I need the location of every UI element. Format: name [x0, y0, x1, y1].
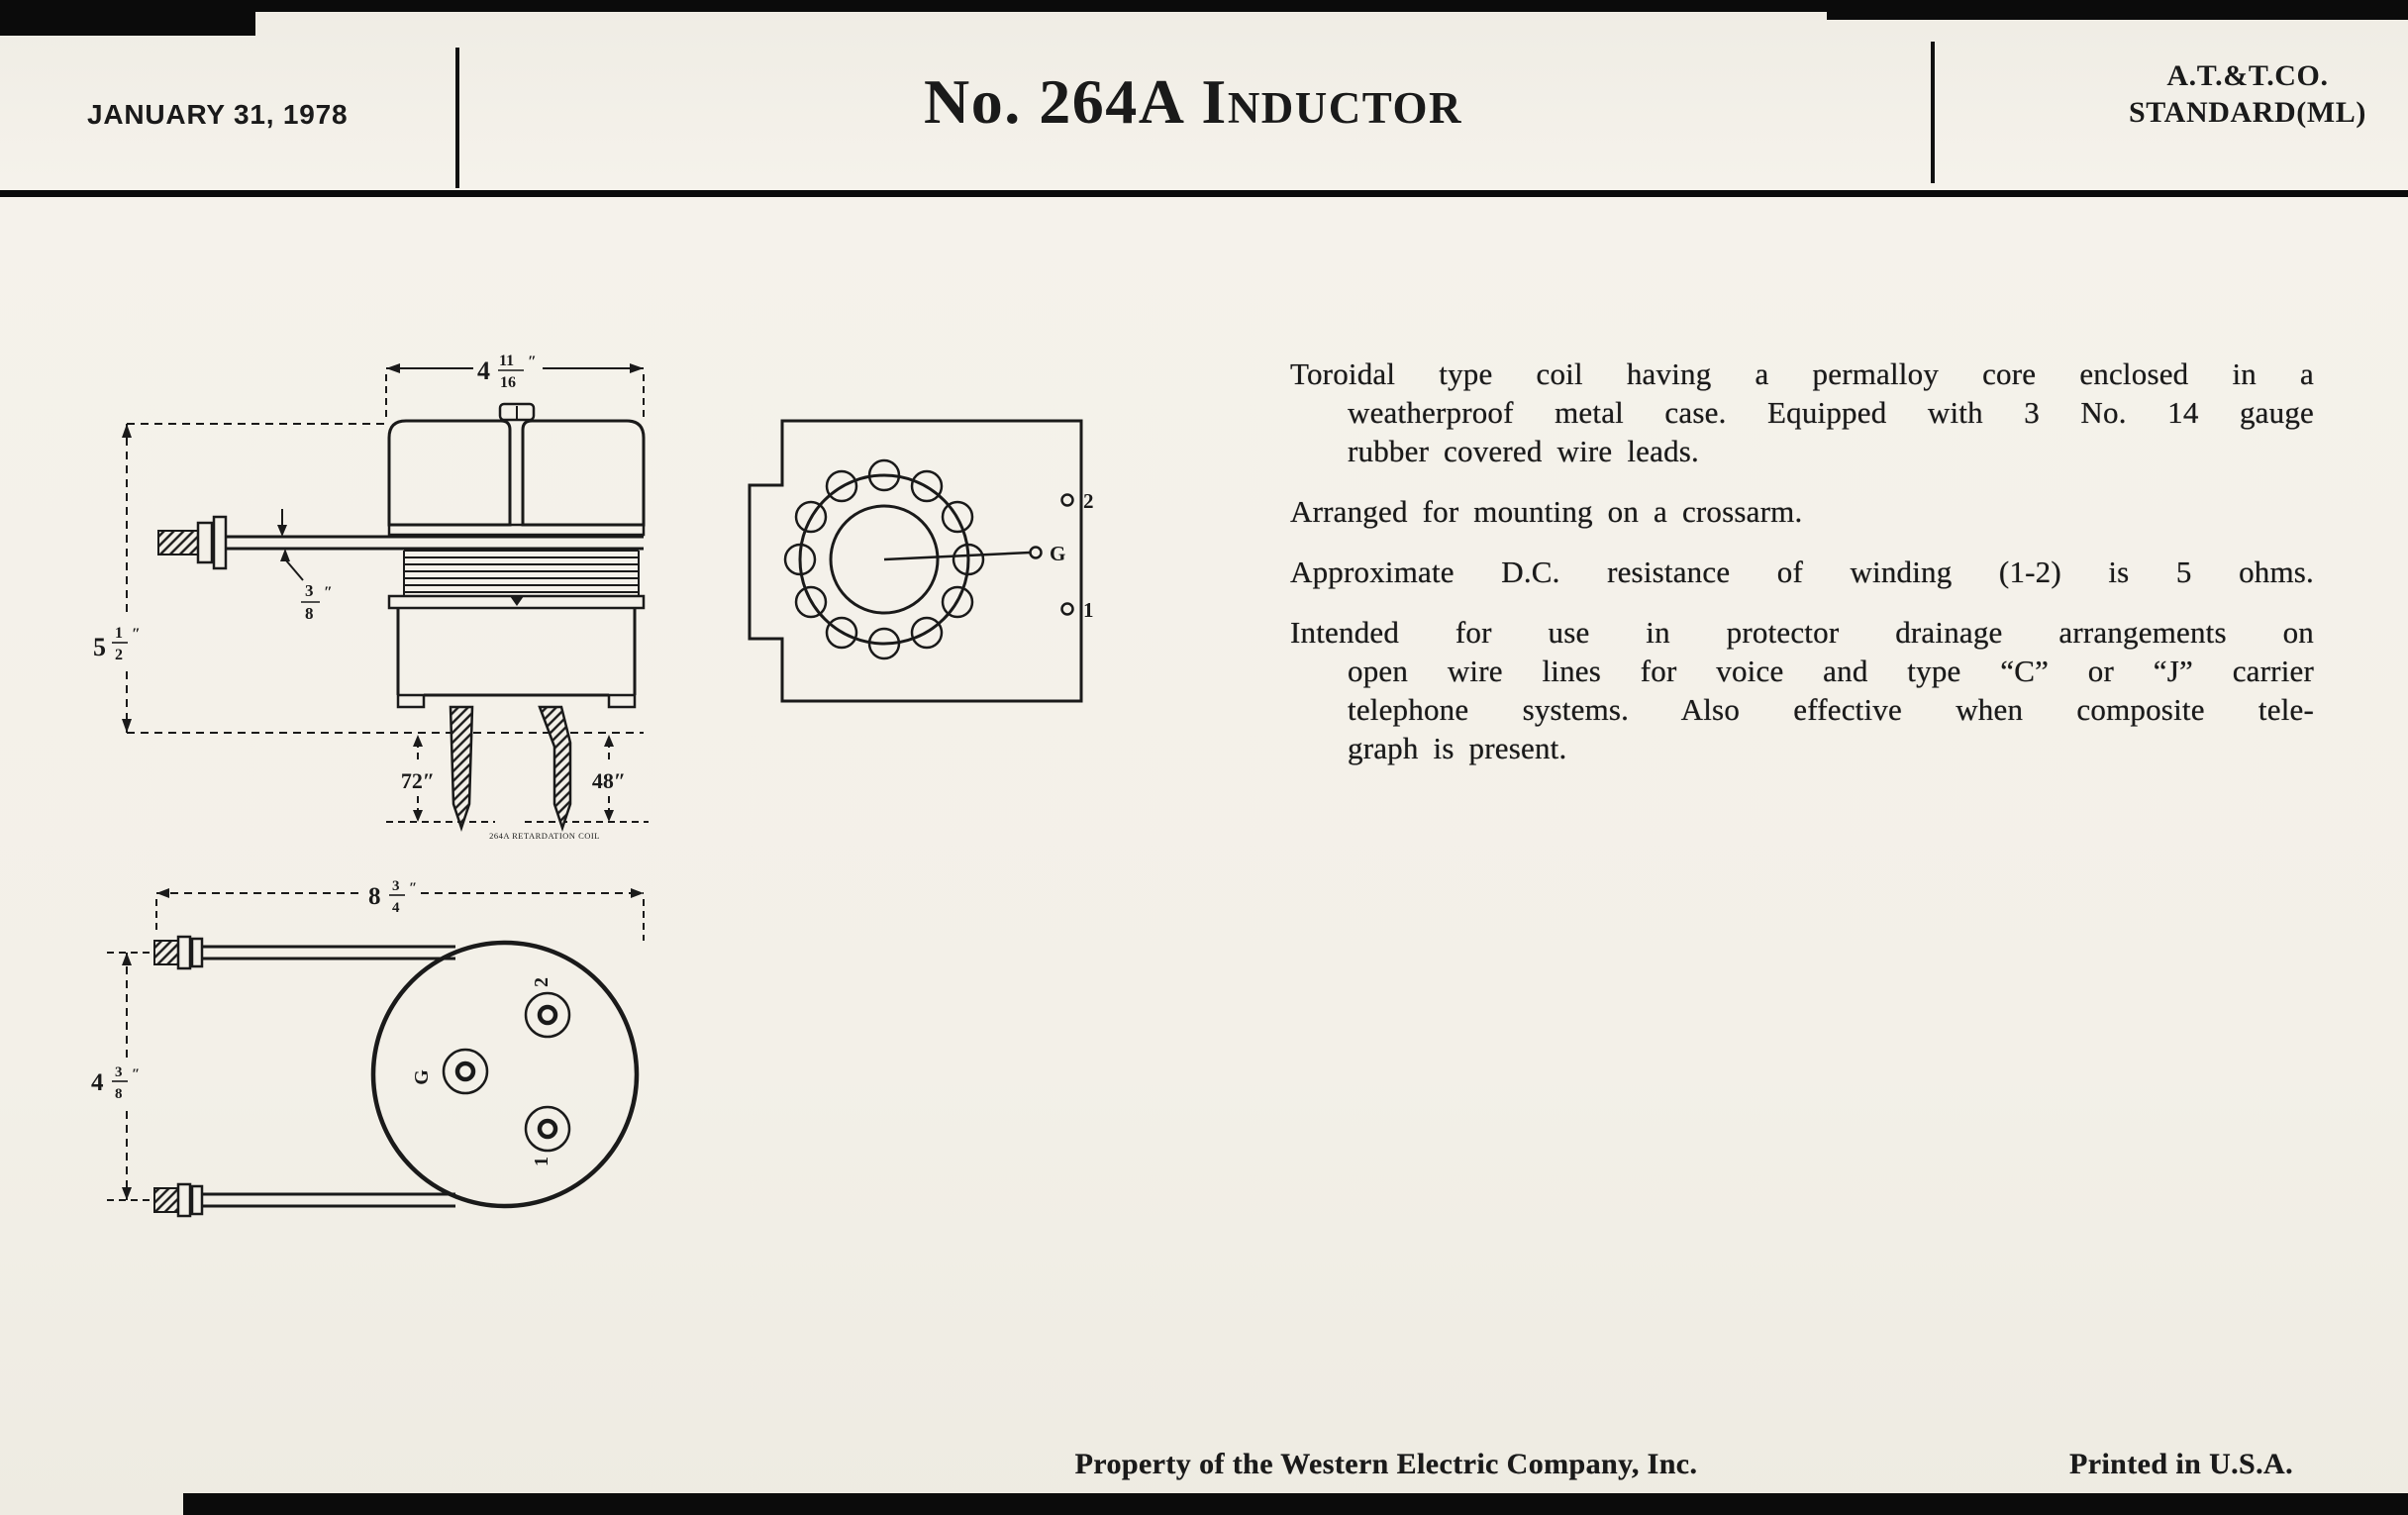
description-block	[1290, 354, 2314, 789]
terminal-bottom-label: 1	[1083, 598, 1094, 622]
height-dimension-label	[91, 1064, 140, 1102]
dim-width-unit: ″	[528, 354, 537, 370]
dim-height-unit: ″	[132, 1066, 141, 1082]
schematic-drawing	[733, 396, 1129, 723]
top-left-edge-block	[0, 0, 255, 36]
terminal-bottom-dot	[1062, 604, 1073, 615]
terminal-top	[526, 993, 569, 1037]
header-divider-left	[455, 48, 459, 188]
page-title	[465, 65, 1921, 139]
org-standard: STANDARD(ML)	[2129, 96, 2366, 129]
text-line: Arranged for mounting on a crossarm.	[1290, 494, 1803, 529]
terminal-bottom	[526, 1107, 569, 1151]
dim-height-den: 8	[115, 1086, 123, 1102]
dim-height-num: 3	[115, 1064, 123, 1080]
issue-date: JANUARY 31, 1978	[87, 99, 349, 130]
terminal-ground	[444, 1050, 487, 1093]
text-line: Intended for use in protector drainage arrangements on	[1290, 615, 2314, 650]
org-standard-block	[2040, 57, 2408, 131]
header-rule	[0, 190, 2408, 197]
dim-width-num: 3	[392, 878, 400, 894]
dim-width-unit: ″	[409, 880, 418, 896]
dim-height-whole: 5	[93, 633, 106, 661]
text-line: weatherproof metal case. Equipped with 3 No. 14 gauge	[1348, 395, 2314, 430]
dim-rod-den: 8	[305, 604, 314, 623]
inductor-body	[158, 404, 644, 828]
header-divider-right	[1931, 42, 1935, 183]
text-line: Approximate D.C. resistance of winding (1-2) is 5 ohms.	[1290, 555, 2314, 589]
text-line: rubber covered wire leads.	[1348, 434, 1699, 468]
paragraph-3	[1290, 553, 2314, 591]
lead-right-length: 48″	[591, 768, 627, 793]
dim-rod-unit: ″	[324, 584, 333, 601]
dim-height-whole: 4	[91, 1069, 104, 1096]
terminal-top-label: 2	[1083, 489, 1094, 513]
dim-height-den: 2	[115, 647, 123, 663]
terminal-top-label: 2	[531, 977, 552, 987]
side-view-drawing	[79, 327, 673, 881]
ground-lead	[884, 553, 1030, 559]
title-number: No. 264A	[923, 66, 1186, 137]
property-notice: Property of the Western Electric Company, Inc.	[1074, 1448, 1698, 1480]
height-dimension-label	[93, 625, 141, 663]
text-line: telephone systems. Also effective when composite tele-	[1348, 692, 2314, 727]
title-name: Inductor	[1201, 66, 1463, 137]
dim-width-whole: 4	[477, 356, 490, 385]
bottom-edge-bar	[183, 1493, 2408, 1515]
text-line: open wire lines for voice and type “C” or “J” carrier	[1348, 654, 2314, 688]
width-dimension-label	[477, 353, 537, 391]
dim-height-num: 1	[115, 625, 123, 642]
dim-width-num: 11	[499, 353, 515, 369]
dim-rod-num: 3	[305, 581, 314, 600]
case-plan	[154, 937, 637, 1216]
terminal-ground-label: G	[411, 1069, 433, 1085]
top-right-edge-strip	[1827, 0, 2408, 20]
width-dimension-label	[368, 878, 417, 916]
dim-width-den: 4	[392, 900, 400, 916]
dimension-labels	[91, 878, 552, 1166]
drawing-caption: 264A RETARDATION COIL	[489, 831, 600, 841]
dim-height-unit: ″	[132, 626, 141, 643]
top-view-drawing	[79, 861, 693, 1248]
dim-width-den: 16	[500, 374, 516, 391]
paragraph-4	[1290, 613, 2314, 767]
text-line: Toroidal type coil having a permalloy core enclosed in a	[1290, 356, 2314, 391]
paragraph-2	[1290, 492, 2314, 531]
printed-notice: Printed in U.S.A.	[2069, 1448, 2293, 1480]
terminal-top-dot	[1062, 495, 1073, 506]
terminal-ground-dot	[1031, 548, 1042, 558]
text-line: graph is present.	[1348, 731, 1567, 765]
terminal-ground-label: G	[1050, 542, 1066, 565]
paragraph-1	[1290, 354, 2314, 470]
rod-dimension-label	[301, 581, 333, 623]
org-name: A.T.&T.CO.	[2166, 59, 2329, 92]
lead-left-length: 72″	[400, 768, 436, 793]
dim-width-whole: 8	[368, 883, 381, 910]
terminal-bottom-label: 1	[531, 1157, 552, 1166]
